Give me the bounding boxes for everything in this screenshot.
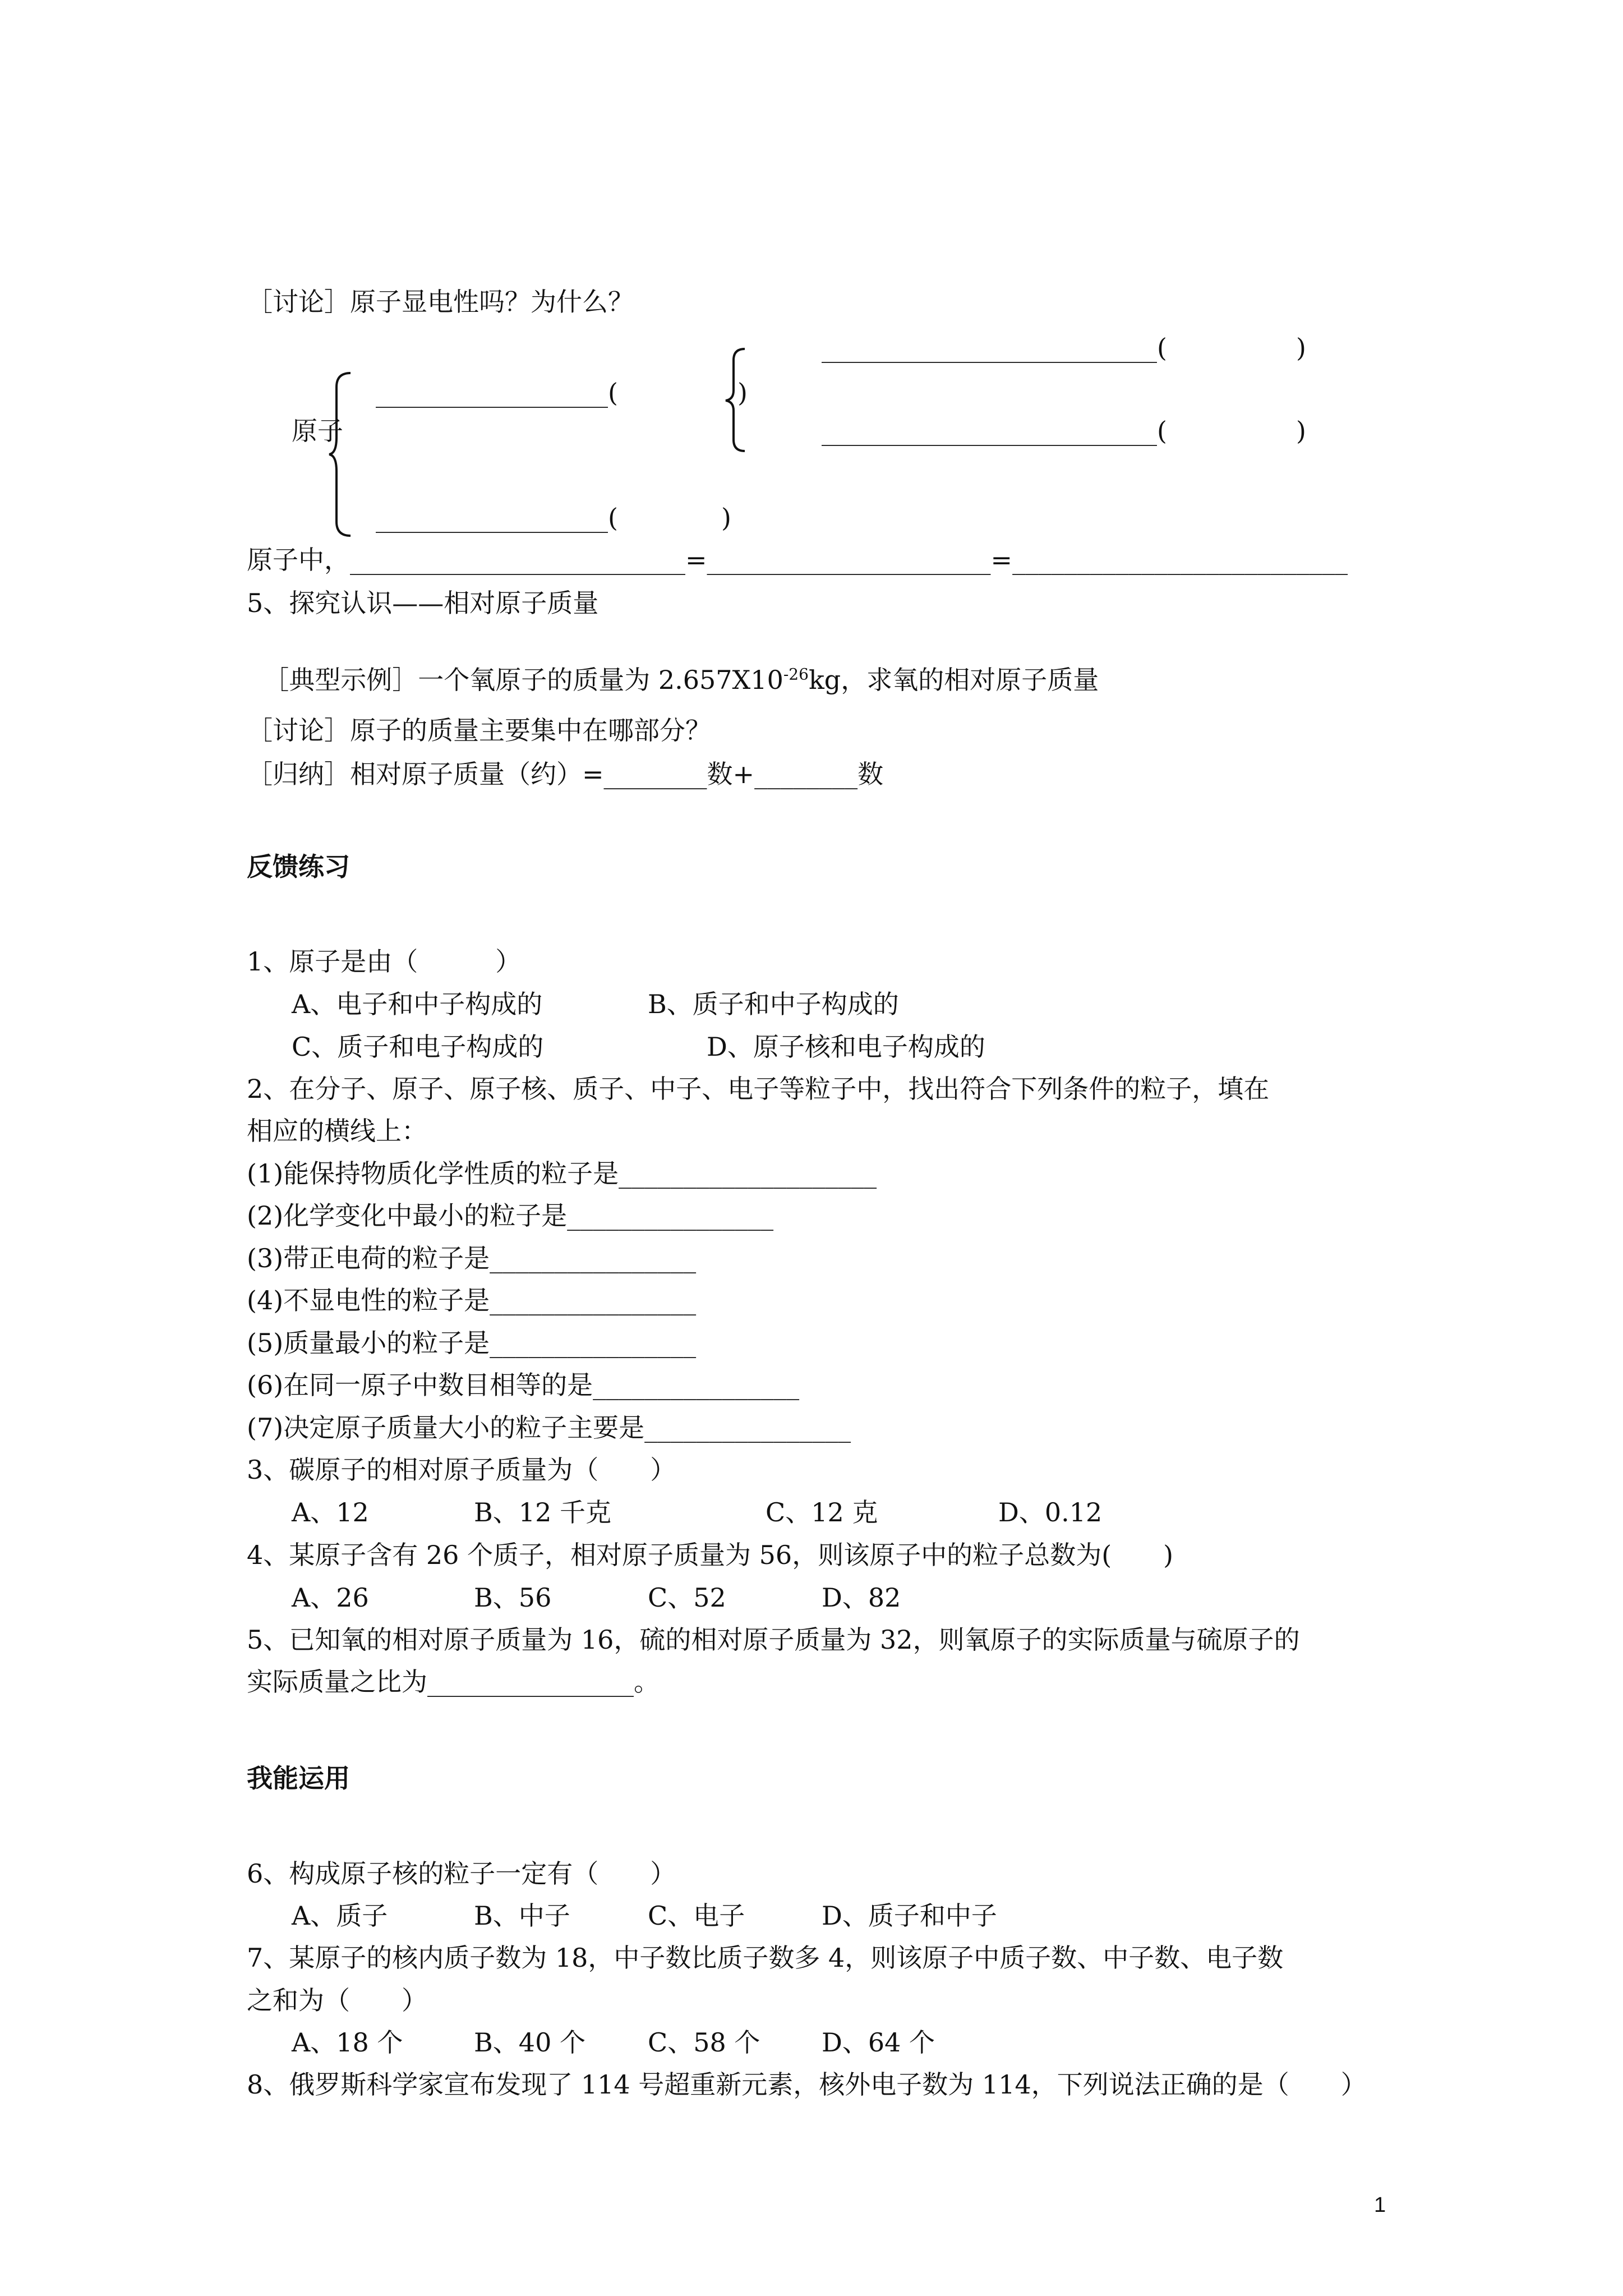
q7-option-a[interactable]: A、18 个 bbox=[292, 2027, 403, 2058]
q3-option-c[interactable]: C、12 克 bbox=[766, 1497, 878, 1527]
q2-item[interactable]: (1)能保持物质化学性质的粒子是____________________ bbox=[247, 1158, 877, 1189]
diagram-root-label: 原子 bbox=[292, 416, 343, 446]
q8-stem: 8、俄罗斯科学家宣布发现了 114 号超重新元素，核外电子数为 114，下列说法正确的是（ ） bbox=[247, 2069, 1367, 2100]
diagram-sub-top[interactable]: __________________________( ) bbox=[822, 333, 1306, 363]
example-prefix: ［典型示例］一个氧原子的质量为 2.657X10 bbox=[263, 665, 783, 695]
q3-option-a[interactable]: A、12 bbox=[292, 1497, 369, 1527]
q1-option-d[interactable]: D、原子核和电子构成的 bbox=[707, 1032, 985, 1062]
q7-option-b[interactable]: B、40 个 bbox=[474, 2027, 585, 2058]
page-number: 1 bbox=[1374, 2193, 1386, 2217]
diagram-branch-top[interactable]: __________________( bbox=[376, 378, 695, 408]
atom-equation[interactable]: 原子中，__________________________=______________________=__________________________ bbox=[247, 545, 1348, 575]
diagram-branch-bottom[interactable]: __________________( ) bbox=[376, 503, 731, 533]
q7-line-2: 之和为（ ） bbox=[247, 1985, 427, 2016]
summary-formula[interactable]: ［归纳］相对原子质量（约）=________数+________数 bbox=[247, 759, 884, 789]
example-exponent: -26 bbox=[783, 665, 809, 684]
q6-stem: 6、构成原子核的粒子一定有（ ） bbox=[247, 1858, 676, 1889]
q7-option-d[interactable]: D、64 个 bbox=[822, 2027, 935, 2058]
discussion-question-2: ［讨论］原子的质量主要集中在哪部分？ bbox=[247, 715, 711, 746]
q4-option-a[interactable]: A、26 bbox=[292, 1582, 369, 1613]
q3-option-b[interactable]: B、12 千克 bbox=[474, 1497, 611, 1527]
q7-line-1: 7、某原子的核内质子数为 18，中子数比质子数多 4，则该原子中质子数、中子数、电子数 bbox=[247, 1943, 1284, 1973]
q2-item[interactable]: (7)决定原子质量大小的粒子主要是________________ bbox=[247, 1412, 851, 1443]
q2-item[interactable]: (3)带正电荷的粒子是________________ bbox=[247, 1243, 697, 1273]
diagram-branch-top-close: ) bbox=[737, 378, 748, 408]
q1-option-c[interactable]: C、质子和电子构成的 bbox=[292, 1032, 544, 1062]
q7-option-c[interactable]: C、58 个 bbox=[648, 2027, 760, 2058]
left-brace-icon bbox=[328, 370, 356, 539]
q2-item[interactable]: (6)在同一原子中数目相等的是________________ bbox=[247, 1370, 800, 1400]
apply-heading: 我能运用 bbox=[247, 1763, 350, 1793]
q2-stem-line-2: 相应的横线上： bbox=[247, 1116, 427, 1146]
q6-option-b[interactable]: B、中子 bbox=[474, 1901, 570, 1931]
q5-line-2[interactable]: 实际质量之比为________________。 bbox=[247, 1667, 660, 1697]
discussion-question-1: ［讨论］原子显电性吗？为什么？ bbox=[247, 287, 634, 317]
q1-option-a[interactable]: A、电子和中子构成的 bbox=[292, 989, 543, 1019]
q4-option-c[interactable]: C、52 bbox=[648, 1582, 726, 1613]
q3-option-d[interactable]: D、0.12 bbox=[998, 1497, 1103, 1527]
feedback-heading: 反馈练习 bbox=[247, 852, 350, 882]
q5-line-1: 5、已知氧的相对原子质量为 16，硫的相对原子质量为 32，则氧原子的实际质量与硫原子的 bbox=[247, 1625, 1300, 1655]
q6-option-c[interactable]: C、电子 bbox=[648, 1901, 745, 1931]
diagram-sub-bottom[interactable]: __________________________( ) bbox=[822, 416, 1306, 446]
q3-stem: 3、碳原子的相对原子质量为（ ） bbox=[247, 1455, 676, 1485]
q2-item[interactable]: (2)化学变化中最小的粒子是________________ bbox=[247, 1200, 774, 1231]
q4-option-b[interactable]: B、56 bbox=[474, 1582, 552, 1613]
example-suffix: kg，求氧的相对原子质量 bbox=[808, 665, 1099, 695]
q2-item[interactable]: (4)不显电性的粒子是________________ bbox=[247, 1285, 697, 1315]
section-5-title: 5、探究认识——相对原子质量 bbox=[247, 588, 599, 618]
q2-stem-line-1: 2、在分子、原子、原子核、质子、中子、电子等粒子中，找出符合下列条件的粒子，填在 bbox=[247, 1074, 1270, 1104]
q1-stem: 1、原子是由（ ） bbox=[247, 946, 522, 977]
q4-stem: 4、某原子含有 26 个质子，相对原子质量为 56，则该原子中的粒子总数为( ) bbox=[247, 1540, 1174, 1570]
q2-item[interactable]: (5)质量最小的粒子是________________ bbox=[247, 1328, 697, 1358]
q1-option-b[interactable]: B、质子和中子构成的 bbox=[648, 989, 899, 1019]
q4-option-d[interactable]: D、82 bbox=[822, 1582, 901, 1613]
q6-option-d[interactable]: D、质子和中子 bbox=[822, 1901, 997, 1931]
q6-option-a[interactable]: A、质子 bbox=[292, 1901, 388, 1931]
typical-example bbox=[247, 629, 1099, 697]
